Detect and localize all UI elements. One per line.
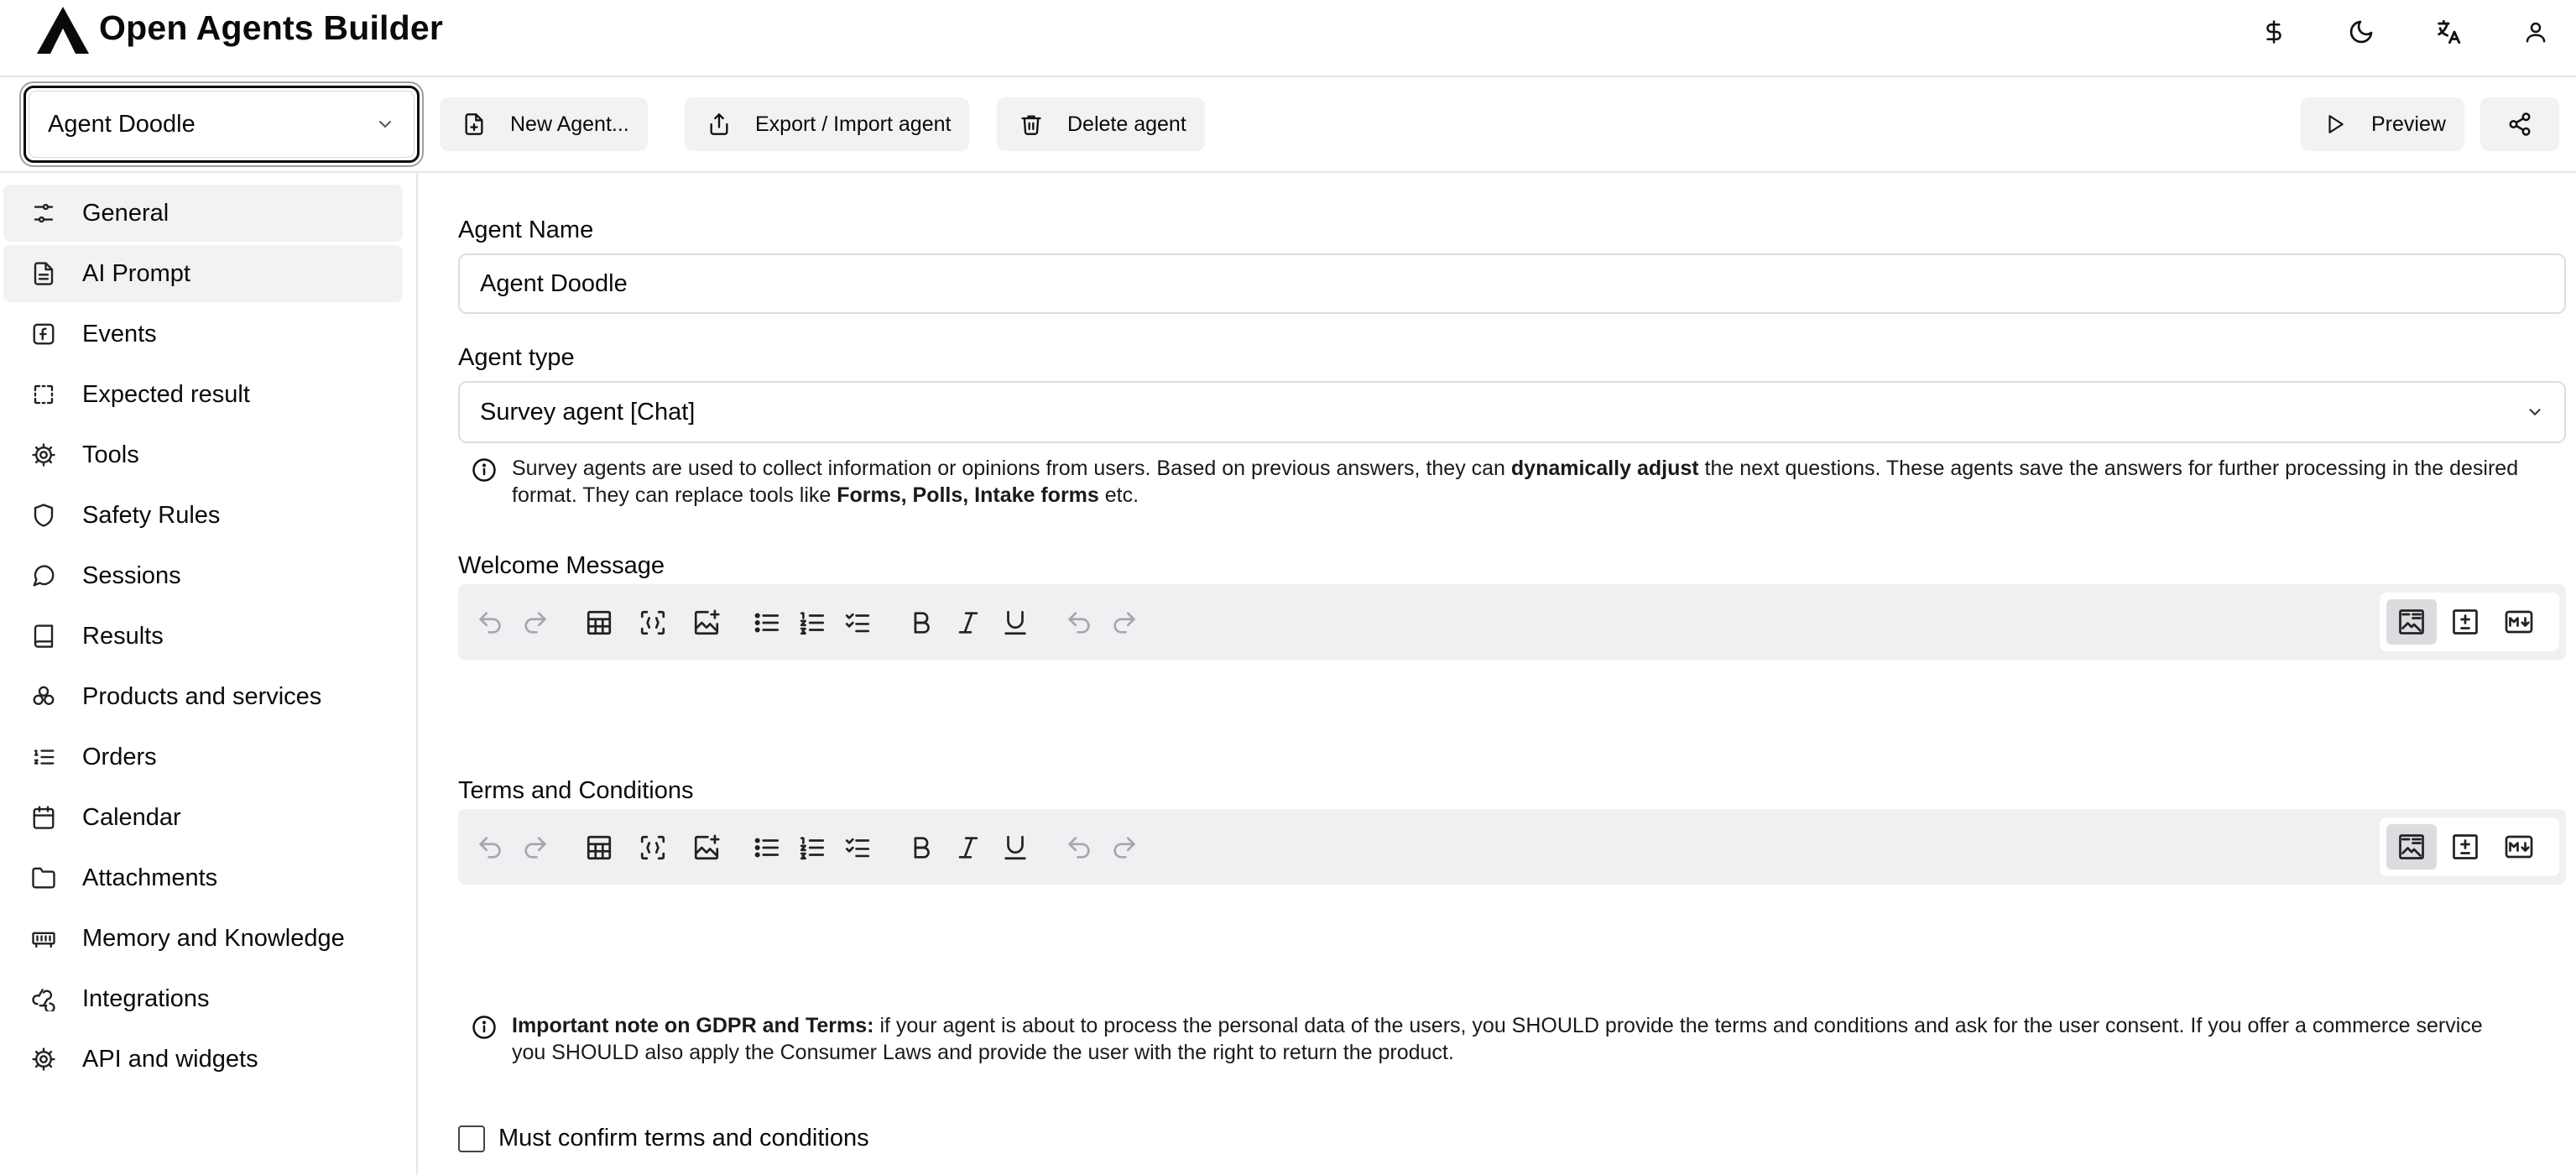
terms-editor-toolbar [458,809,2566,885]
sidebar-item-label: General [82,199,169,227]
agent-type-value: Survey agent [Chat] [480,398,696,426]
moon-icon[interactable] [2341,12,2381,52]
redo-icon[interactable] [1104,828,1145,868]
agent-select-value: Agent Doodle [48,110,196,138]
undo-icon[interactable] [470,828,510,868]
sidebar-item-calendar[interactable] [3,789,403,846]
agent-type-note [472,455,2519,509]
bold-icon[interactable] [901,603,941,643]
rich-text-mode-icon[interactable] [2386,824,2437,870]
sidebar-item-orders[interactable] [3,728,403,786]
rich-text-mode-icon[interactable] [2386,599,2437,645]
share-button[interactable] [2480,97,2559,151]
gdpr-note [472,1012,2519,1066]
sliders-icon [29,198,59,228]
editor-mode-switcher [2380,593,2559,651]
markdown-mode-icon[interactable] [2494,824,2544,870]
calendar-icon [29,802,59,833]
undo-icon[interactable] [1059,828,1099,868]
delete-agent-label: Delete agent [1067,112,1186,136]
image-add-icon[interactable] [686,828,727,868]
welcome-editor-toolbar [458,584,2566,660]
new-agent-button[interactable] [440,97,648,151]
agent-type-note-bold-2: Forms, Polls, Intake forms [837,483,1099,507]
dollar-icon[interactable] [2254,12,2294,52]
info-icon [472,1015,497,1040]
diff-mode-icon[interactable] [2440,599,2490,645]
agent-toolbar [0,77,2576,173]
sidebar-item-sessions[interactable] [3,547,403,604]
user-icon[interactable] [2516,12,2556,52]
checklist-icon[interactable] [837,603,878,643]
sidebar-item-results[interactable] [3,608,403,665]
undo-icon[interactable] [470,603,510,643]
welcome-message-editor[interactable] [458,660,2566,786]
sidebar-item-expected-result[interactable] [3,366,403,423]
table-icon[interactable] [579,603,619,643]
chevron-down-icon [375,114,395,134]
table-icon[interactable] [579,828,619,868]
sidebar-item-label: Safety Rules [82,501,221,529]
sidebar-item-ai-prompt[interactable] [3,245,403,302]
cog-icon [29,1044,59,1074]
agent-name-value: Agent Doodle [480,269,628,297]
sidebar-item-label: Attachments [82,864,218,891]
translate-icon[interactable] [2428,12,2469,52]
sidebar-item-api-and-widgets[interactable] [3,1031,403,1088]
redo-icon[interactable] [515,828,555,868]
underline-icon[interactable] [995,828,1035,868]
editor-mode-switcher [2380,817,2559,876]
gdpr-note-bold: Important note on GDPR and Terms: [512,1014,874,1037]
terms-label: Terms and Conditions [458,777,694,804]
app-title: Open Agents Builder [99,8,444,47]
shield-icon [29,500,59,530]
bullet-list-icon[interactable] [747,603,787,643]
checklist-icon[interactable] [837,828,878,868]
ordered-list-icon [29,742,59,772]
bold-icon[interactable] [901,828,941,868]
sidebar-item-label: AI Prompt [82,259,190,287]
diff-mode-icon[interactable] [2440,824,2490,870]
new-agent-label: New Agent... [510,112,629,136]
boxes-icon [29,682,59,712]
numbered-list-icon[interactable] [792,828,832,868]
chat-bubble-icon [29,561,59,591]
sidebar-item-label: Integrations [82,984,210,1012]
agent-type-select[interactable] [458,381,2566,443]
agent-type-note-text-1: Survey agents are used to collect information or opinions from users. Based on previous answers, they can [512,457,1511,480]
must-confirm-row[interactable] [458,1125,869,1152]
agent-name-label: Agent Name [458,217,594,243]
terms-editor[interactable] [458,885,2566,1010]
sidebar-item-events[interactable] [3,306,403,363]
sidebar-item-memory-and-knowledge[interactable] [3,910,403,967]
numbered-list-icon[interactable] [792,603,832,643]
sidebar-item-general[interactable] [3,185,403,242]
document-icon [29,258,59,289]
sidebar-item-safety-rules[interactable] [3,487,403,544]
sidebar-nav [0,173,418,1175]
agent-type-note-text-3: etc. [1098,483,1139,507]
memory-icon [29,923,59,953]
cog-icon [29,440,59,470]
sidebar-item-label: Sessions [82,561,181,589]
sidebar-item-label: Tools [82,441,139,468]
sidebar-item-label: Events [82,320,157,347]
info-icon [472,457,497,483]
undo-icon[interactable] [1059,603,1099,643]
chevron-down-icon [2526,403,2544,421]
gdpr-note-text: if your agent is about to process the personal data of the users, you SHOULD provide the terms and conditions and ask for the user consent. If you offer a commerce service you SHOULD also apply the Consumer Laws and provide the user with the right to return the product. [512,1014,2483,1064]
agent-name-input[interactable] [458,253,2566,314]
welcome-message-label: Welcome Message [458,552,665,579]
underline-icon[interactable] [995,603,1035,643]
share-icon [2507,112,2532,137]
delete-agent-button[interactable] [997,97,1205,151]
sidebar-item-attachments[interactable] [3,849,403,906]
trash-icon [1017,110,1046,138]
image-add-icon[interactable] [686,603,727,643]
agent-type-label: Agent type [458,344,575,371]
redo-icon[interactable] [1104,603,1145,643]
webhook-icon [29,984,59,1014]
book-icon [29,621,59,651]
main-content [420,173,2576,1175]
sidebar-item-tools[interactable] [3,426,403,483]
top-header [0,0,2576,77]
agent-select[interactable] [23,86,420,163]
bullet-list-icon[interactable] [747,828,787,868]
markdown-mode-icon[interactable] [2494,599,2544,645]
must-confirm-label: Must confirm terms and conditions [498,1125,869,1152]
sidebar-item-label: API and widgets [82,1045,258,1073]
file-plus-icon [460,110,488,138]
dashed-square-icon [29,379,59,410]
frame-icon[interactable] [633,603,673,643]
upload-icon [705,110,733,138]
export-import-button[interactable] [685,97,969,151]
preview-button[interactable] [2301,97,2464,151]
italic-icon[interactable] [948,828,988,868]
italic-icon[interactable] [948,603,988,643]
play-icon [2321,110,2349,138]
export-import-label: Export / Import agent [755,112,952,136]
sidebar-item-label: Memory and Knowledge [82,924,345,952]
app-logo-icon [35,5,91,55]
folder-icon [29,863,59,893]
sidebar-item-label: Products and services [82,682,322,710]
sidebar-item-label: Expected result [82,380,250,408]
preview-label: Preview [2371,112,2446,136]
sidebar-item-integrations[interactable] [3,970,403,1027]
redo-icon[interactable] [515,603,555,643]
sidebar-item-products-and-services[interactable] [3,668,403,725]
sidebar-item-label: Orders [82,743,157,770]
must-confirm-checkbox[interactable] [458,1125,485,1152]
function-icon [29,319,59,349]
agent-type-note-text-2: the next questions. These agents save the answers for further processing in the desired format. They can replace tools like [512,457,2519,507]
frame-icon[interactable] [633,828,673,868]
agent-type-note-bold-1: dynamically adjust [1510,457,1699,480]
sidebar-item-label: Calendar [82,803,181,831]
sidebar-item-label: Results [82,622,164,650]
